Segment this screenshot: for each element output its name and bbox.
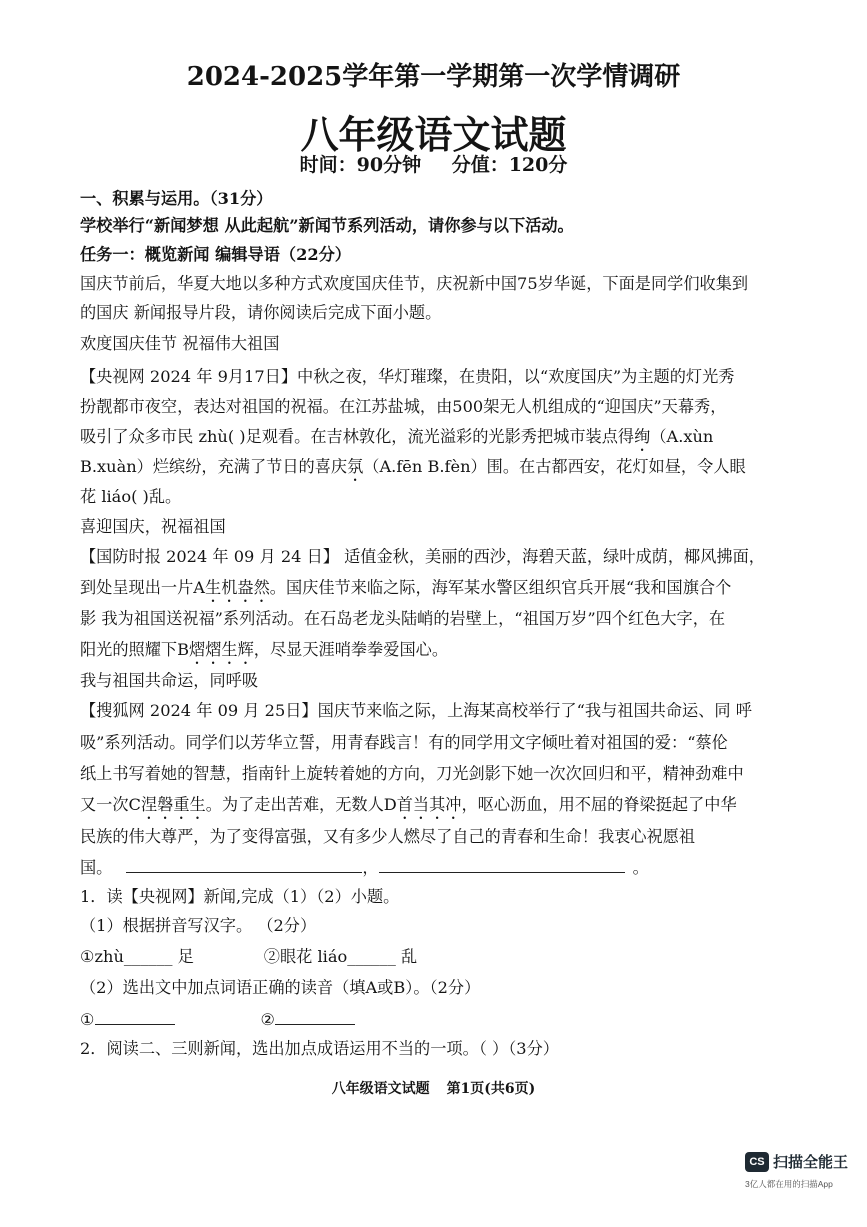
news-text: ，尽显天涯哨拳拳爱国心。 (253, 640, 449, 659)
news-heading: 我与祖国共命运，同呼吸 (80, 671, 259, 690)
news-text: B.xuàn）烂缤纷，充满了节日的喜庆 (80, 457, 348, 476)
dotted-idiom: 熠熠生辉 (189, 640, 254, 659)
scanner-name: 扫描全能王 (773, 1154, 849, 1171)
section-heading: 一、积累与运用。（31分） (80, 189, 273, 208)
task-heading: 任务一：概览新闻 编辑导语（22分） (80, 245, 351, 264)
news-line: 吸”系列活动。同学们以芳华立誓，用青春践言！有的同学用文字倾吐着对祖国的爱：“蔡伦 (80, 733, 728, 752)
question-2: 2．阅读二、三则新闻，选出加点成语运用不当的一项。（ ）（3分） (80, 1039, 559, 1058)
fill-in-line (80, 856, 810, 879)
exam-time-score (0, 150, 867, 177)
paragraph-line: 的国庆 新闻报导片段，请你阅读后完成下面小题。 (80, 303, 442, 322)
answer-blank[interactable] (95, 1008, 175, 1025)
exam-time: 时间：90分钟 (299, 154, 422, 176)
news-line (80, 456, 810, 485)
news-line: 花 liáo( )乱。 (80, 487, 182, 506)
exam-subject-title: 八年级语文试题 (300, 112, 567, 157)
question-1: 1．读【央视网】新闻,完成（1）（2）小题。 (80, 887, 400, 906)
news-text: ，呕心沥血，用不屈的脊梁挺起了中华 (461, 795, 737, 814)
news-line: 纸上书写着她的智慧，指南针上旋转着她的方向，刀光剑影下她一次次回归和平，精神劲难中 (80, 764, 744, 783)
news-line: 【搜狐网 2024 年 09 月 25日】国庆节来临之际，上海某高校举行了“我与祖国共命运、同 呼 (80, 701, 752, 720)
answer-blank[interactable] (126, 856, 362, 873)
paragraph-line: 国庆节前后，华夏大地以多种方式欢度国庆佳节，庆祝新中国75岁华诞，下面是同学们收集到 (80, 274, 749, 293)
item-b: ②眼花 liáo______ 乱 (263, 947, 418, 966)
footer-title: 八年级语文试题 (331, 1081, 430, 1097)
news-text: 又一次C (80, 795, 141, 814)
exam-score: 分值：120分 (451, 154, 568, 176)
comma: ， (362, 858, 379, 877)
question-1-part-1-items (80, 946, 810, 968)
news-line (80, 639, 810, 668)
answer-blank[interactable] (379, 856, 625, 873)
news-text: 。国庆佳节来临之际，海军某水警区组织官兵开展“我和国旗合个 (269, 578, 732, 597)
news-line: 影 我为祖国送祝福”系列活动。在石岛老龙头陆峭的岩壁上，“祖国万岁”四个红色大字，在 (80, 609, 726, 628)
news-heading: 喜迎国庆，祝福祖国 (80, 517, 226, 536)
news-line (80, 426, 810, 455)
dotted-word: 氛 (347, 457, 364, 476)
news-line: 【央视网 2024 年 9月17日】中秋之夜，华灯璀璨，在贵阳，以“欢度国庆”为主题的灯光秀 (80, 367, 735, 386)
news-line (80, 794, 810, 823)
item-b: ② (260, 1010, 276, 1029)
scanner-watermark (745, 1150, 855, 1210)
news-text: 吸引了众多市民 zhù( )足观看。在吉林敦化，流光溢彩的光影秀把城市装点得 (80, 427, 635, 446)
news-text: 到处呈现出一片A (80, 578, 206, 597)
news-line: 民族的伟大尊严，为了变得富强，又有多少人燃尽了自己的青春和生命！我衷心祝愿祖 (80, 827, 696, 846)
dotted-idiom: 涅磐重生 (140, 795, 206, 814)
news-line: 扮靓都市夜空，表达对祖国的祝福。在江苏盐城，由500架无人机组成的“迎国庆”天幕秀， (80, 397, 727, 416)
question-1-part-1: （1）根据拼音写汉字。 （2分） (80, 916, 317, 935)
news-heading: 欢度国庆佳节 祝福伟大祖国 (80, 334, 280, 353)
page-footer (0, 1078, 867, 1098)
footer-page: 第1页(共6页) (446, 1081, 536, 1097)
news-text: （A.fēn B.fèn）围。在古都西安，花灯如昼，令人眼 (363, 457, 746, 476)
item-a: ①zhù______ 足 (80, 947, 194, 966)
news-text: 国。 (80, 858, 113, 877)
news-text: （A.xùn (650, 427, 714, 446)
item-a: ① (80, 1010, 95, 1029)
question-1-part-2-items (80, 1008, 810, 1031)
scanner-tagline: 3亿人都在用的扫描App (745, 1179, 833, 1189)
dotted-idiom: 首当其冲 (396, 795, 462, 814)
answer-blank[interactable] (275, 1008, 355, 1025)
news-text: 阳光的照耀下B (80, 640, 190, 659)
activity-intro: 学校举行“新闻梦想 从此起航”新闻节系列活动，请你参与以下活动。 (80, 216, 574, 235)
dotted-word: 绚 (634, 427, 651, 446)
exam-term-title: 2024-2025学年第一学期第一次学情调研 (186, 62, 681, 92)
news-text: 。为了走出苦难，无数人D (205, 795, 397, 814)
question-1-part-2: （2）选出文中加点词语正确的读音（填A或B）。（2分） (80, 978, 481, 997)
dotted-idiom: 生机盎然 (205, 578, 270, 597)
period: 。 (632, 858, 649, 877)
cs-logo-icon: CS (745, 1152, 769, 1172)
news-line: 【国防时报 2024 年 09 月 24 日】 适值金秋，美丽的西沙，海碧天蓝，绿叶成荫，椰风拂面， (80, 547, 765, 566)
news-line (80, 577, 810, 606)
